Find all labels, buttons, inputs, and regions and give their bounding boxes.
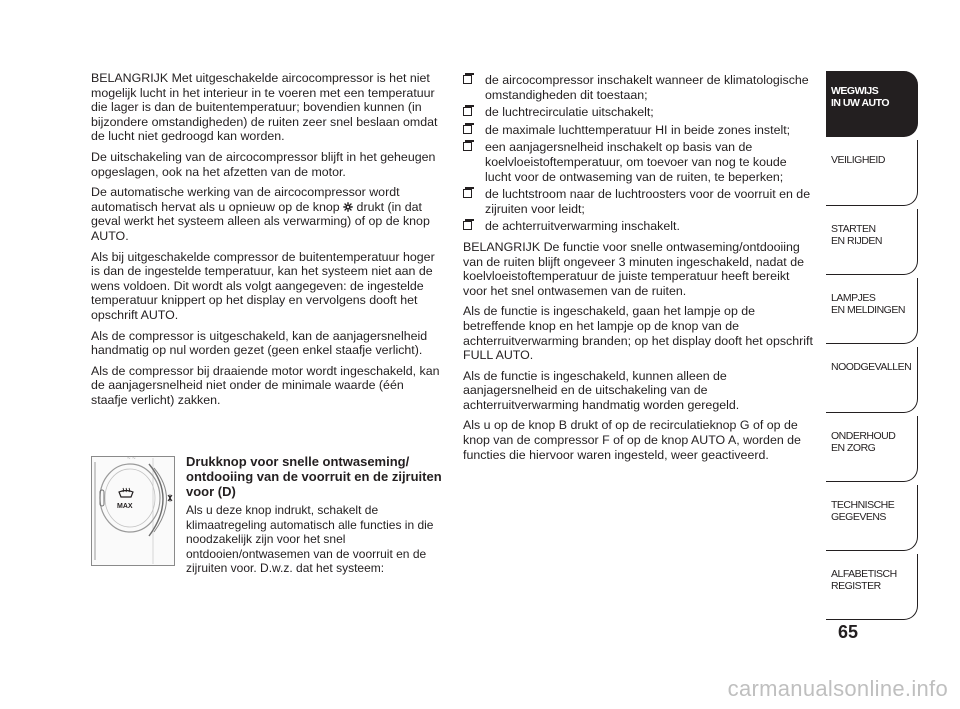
tab-technische[interactable]: TECHNISCHE GEGEVENS (826, 485, 918, 551)
checkbox-bullet-icon (463, 125, 472, 134)
defrost-effects-list (463, 73, 815, 234)
list-item: de achterruitverwarming inschakelt. (463, 219, 815, 234)
tab-noodgevallen[interactable]: NOODGEVALLEN (826, 347, 918, 413)
tab-starten[interactable]: STARTEN EN RIJDEN (826, 209, 918, 275)
left-column (91, 71, 443, 413)
watermark: carmanualsonline.info (727, 676, 948, 701)
fan-icon (343, 202, 353, 212)
list-item: de maximale luchttemperatuur HI in beide zones instelt; (463, 123, 815, 138)
checkbox-bullet-icon (463, 189, 472, 198)
paragraph-defrost-duration: BELANGRIJK De functie voor snelle ontwaseming/ontdooiing van de ruiten blijft ongeveer 3 minuten ingeschakeld, nadat de koelvloeistoftemperatuur de juiste temperatuur heeft bereikt voor het snel ontwasemen van de ruiten. (463, 239, 804, 298)
paragraph-fan-zero: Als de compressor is uitgeschakeld, kan de aanjagersnelheid handmatig op nul worden gezet (geen enkel staafje verlicht). (91, 328, 428, 358)
list-item: de aircocompressor inschakelt wanneer de klimatologische omstandigheden dit toestaan; (463, 73, 815, 102)
paragraph-manual-controls: Als de functie is ingeschakeld, kunnen alleen de aanjagersnelheid en de uitschakeling van de achterruitverwarming handmatig worden geregeld. (463, 368, 740, 412)
checkbox-bullet-icon (463, 75, 472, 84)
paragraph-fan-minimum: Als de compressor bij draaiende motor wordt ingeschakeld, kan de aanjagersnelheid niet onder de minimale waarde (één staafje verlicht) zakken. (91, 363, 440, 407)
caption-body: Als u deze knop indrukt, schakelt de klimaatregeling automatisch alle functies in die noodzakelijk zijn voor het snel ontdooien/ontwasemen van de voorruit en de zijruiten voor. D.w.z. dat het systeem: (186, 503, 434, 575)
svg-text:~ ~: ~ ~ (127, 456, 136, 462)
list-item: de luchtstroom naar de luchtroosters voor de voorruit en de zijruiten voor leidt; (463, 187, 815, 216)
tab-register[interactable]: ALFABETISCH REGISTER (826, 554, 918, 620)
list-item: een aanjagersnelheid inschakelt op basis van de koelvloeistoftemperatuur, om toevoer van nog te koude lucht voor de ontwaseming van de ruiten, te beperken; (463, 140, 815, 184)
tab-onderhoud[interactable]: ONDERHOUD EN ZORG (826, 416, 918, 482)
right-column (463, 73, 815, 468)
paragraph-restore-functions: Als u op de knop B drukt of op de recirculatieknop G of op de knop van de compressor F of op de knop AUTO A, worden de functies die hiervoor waren ingesteld, weer geactiveerd. (463, 418, 801, 462)
paragraph-outside-temp: Als bij uitgeschakelde compressor de buitentemperatuur hoger is dan de ingestelde temperatuur, kan het systeem niet aan de wens voldoen. Dit wordt als volgt aangegeven: de ingestelde temperatuur knippert op het display en vervolgens dooft het opschrift AUTO. (91, 249, 435, 322)
paragraph-auto-resume: De automatische werking van de aircocompressor wordt automatisch hervat als u opnieuw op de knop drukt (in dat geval werkt het systeem alleen als verwarming) of op de knop AUTO. (91, 185, 430, 243)
paragraph-compressor-off: BELANGRIJK Met uitgeschakelde aircocompressor is het niet mogelijk lucht in het interieur in te voeren met een temperatuur die lager is dan de buitentemperatuur; bovendien kunnen (in bijzondere omstandigheden) de ruiten zeer snel beslaan omdat de lucht niet gedroogd kan worden. (91, 71, 438, 144)
paragraph-memory: De uitschakeling van de aircocompressor blijft in het geheugen opgeslagen, ook na het afzetten van de motor. (91, 149, 436, 179)
checkbox-bullet-icon (463, 142, 472, 151)
paragraph-lamps-on: Als de functie is ingeschakeld, gaan het lampje op de betreffende knop en het lampje op de knop van de achterruitverwarming branden; op het display dooft het opschrift FULL AUTO. (463, 304, 813, 363)
caption-title: Drukknop voor snelle ontwaseming/ ontdooiing van de voorruit en de zijruiten voor (D) (186, 454, 442, 499)
max-label: MAX (117, 503, 133, 510)
tab-lampjes[interactable]: LAMPJES EN MELDINGEN (826, 278, 918, 344)
list-item: de luchtrecirculatie uitschakelt; (463, 105, 815, 120)
page-number: 65 (838, 622, 859, 642)
checkbox-bullet-icon (463, 107, 472, 116)
checkbox-bullet-icon (463, 221, 472, 230)
control-panel-illustration (91, 456, 175, 566)
tab-veiligheid[interactable]: VEILIGHEID (826, 140, 918, 206)
tab-wegwijs[interactable]: WEGWIJS IN UW AUTO (826, 71, 918, 137)
figure-caption (186, 454, 444, 576)
defrost-button-figure (91, 456, 175, 566)
